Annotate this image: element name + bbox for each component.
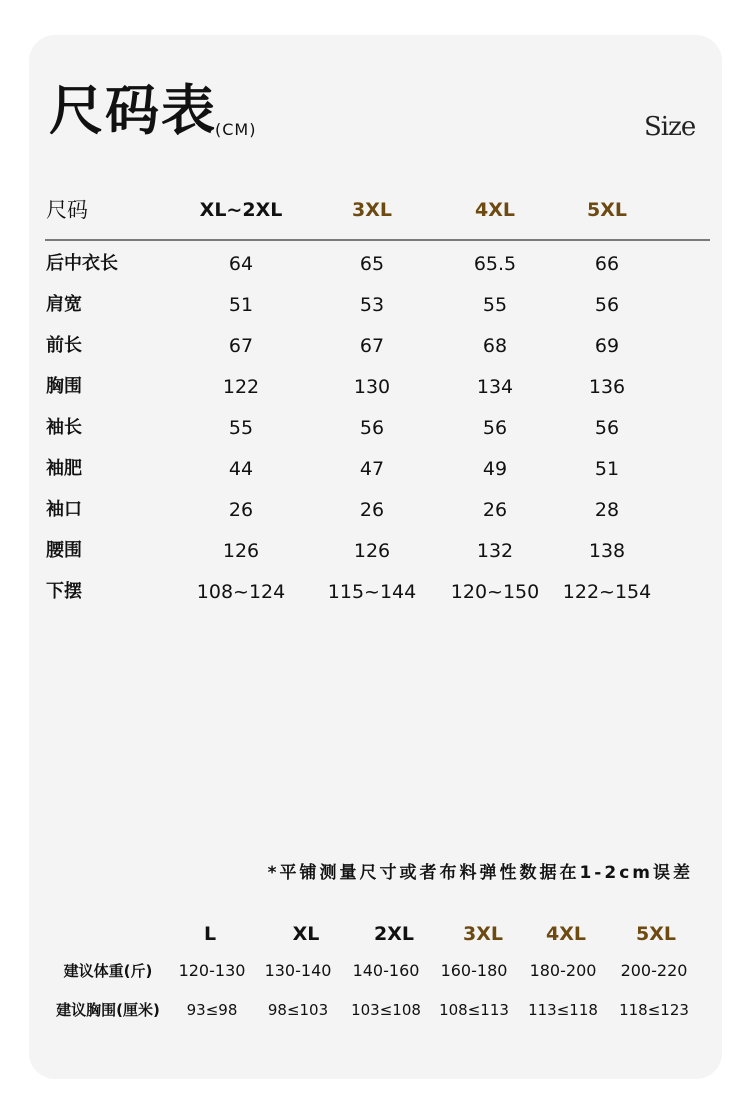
row-label: 前长	[46, 335, 82, 356]
size-table-row	[0, 290, 750, 320]
row-value: 122~154	[562, 581, 652, 603]
row-value: 56	[594, 294, 620, 316]
row-value: 44	[228, 458, 254, 480]
row-value: 122	[222, 376, 260, 398]
recommend-value: 180-200	[529, 961, 597, 980]
row-value: 64	[228, 253, 254, 275]
recommend-size-2xl: 2XL	[374, 923, 414, 945]
title-unit: (CM)	[215, 120, 257, 139]
size-table-row	[0, 454, 750, 484]
size-header-4xl: 4XL	[475, 199, 515, 221]
row-value: 132	[476, 540, 514, 562]
size-table-row	[0, 331, 750, 361]
size-table-row	[0, 495, 750, 525]
row-value: 67	[359, 335, 385, 357]
size-table-row	[0, 372, 750, 402]
row-value: 55	[228, 417, 254, 439]
row-value: 68	[482, 335, 508, 357]
size-table-row	[0, 577, 750, 607]
row-value: 136	[588, 376, 626, 398]
recommend-size-5xl: 5XL	[636, 923, 676, 945]
row-value: 26	[482, 499, 508, 521]
recommend-size-l: L	[203, 923, 217, 945]
row-value: 120~150	[450, 581, 540, 603]
row-label: 袖口	[46, 499, 82, 520]
recommend-value: 118≤123	[619, 1001, 689, 1019]
recommend-value: 200-220	[620, 961, 688, 980]
row-value: 26	[228, 499, 254, 521]
size-table-row	[0, 536, 750, 566]
row-value: 51	[594, 458, 620, 480]
recommend-value: 140-160	[352, 961, 420, 980]
page-title: 尺码表	[49, 79, 217, 142]
row-value: 138	[588, 540, 626, 562]
size-header-row	[0, 195, 750, 225]
recommend-size-3xl: 3XL	[463, 923, 503, 945]
size-wordmark: Size	[644, 112, 696, 142]
row-value: 108~124	[196, 581, 286, 603]
recommend-value: 120-130	[178, 961, 246, 980]
recommend-value: 98≤103	[267, 1001, 329, 1019]
recommend-value: 130-140	[264, 961, 332, 980]
recommend-row	[0, 957, 750, 985]
row-value: 130	[353, 376, 391, 398]
row-value: 26	[359, 499, 385, 521]
row-value: 49	[482, 458, 508, 480]
row-value: 126	[222, 540, 260, 562]
header-divider	[45, 239, 710, 241]
recommend-header-row	[0, 920, 750, 948]
size-header-label: 尺码	[46, 198, 88, 222]
size-header-xl~2xl: XL~2XL	[199, 199, 283, 221]
recommend-value: 93≤98	[186, 1001, 238, 1019]
size-table-row	[0, 413, 750, 443]
row-label: 下摆	[46, 581, 82, 602]
size-table-row	[0, 249, 750, 279]
row-value: 55	[482, 294, 508, 316]
recommend-size-xl: XL	[292, 923, 320, 945]
row-value: 56	[359, 417, 385, 439]
row-label: 袖肥	[46, 458, 82, 479]
row-label: 腰围	[46, 540, 82, 561]
row-label: 后中衣长	[46, 253, 118, 274]
recommend-row-label: 建议胸围(厘米)	[56, 1001, 160, 1019]
size-header-3xl: 3XL	[352, 199, 392, 221]
recommend-size-4xl: 4XL	[546, 923, 586, 945]
recommend-value: 108≤113	[439, 1001, 509, 1019]
row-value: 56	[594, 417, 620, 439]
recommend-value: 160-180	[440, 961, 508, 980]
row-value: 115~144	[327, 581, 417, 603]
row-value: 51	[228, 294, 254, 316]
recommend-value: 103≤108	[351, 1001, 421, 1019]
recommend-row-label: 建议体重(斤)	[63, 962, 153, 980]
row-value: 47	[359, 458, 385, 480]
row-label: 袖长	[46, 417, 82, 438]
row-value: 65.5	[473, 253, 517, 275]
row-value: 53	[359, 294, 385, 316]
row-label: 肩宽	[46, 294, 82, 315]
measurement-note: *平铺测量尺寸或者布料弹性数据在1-2cm误差	[267, 863, 693, 883]
size-header-5xl: 5XL	[587, 199, 627, 221]
row-value: 67	[228, 335, 254, 357]
row-label: 胸围	[46, 376, 82, 397]
row-value: 28	[594, 499, 620, 521]
row-value: 69	[594, 335, 620, 357]
row-value: 66	[594, 253, 620, 275]
row-value: 65	[359, 253, 385, 275]
row-value: 134	[476, 376, 514, 398]
row-value: 56	[482, 417, 508, 439]
row-value: 126	[353, 540, 391, 562]
recommend-value: 113≤118	[528, 1001, 598, 1019]
recommend-row	[0, 996, 750, 1024]
